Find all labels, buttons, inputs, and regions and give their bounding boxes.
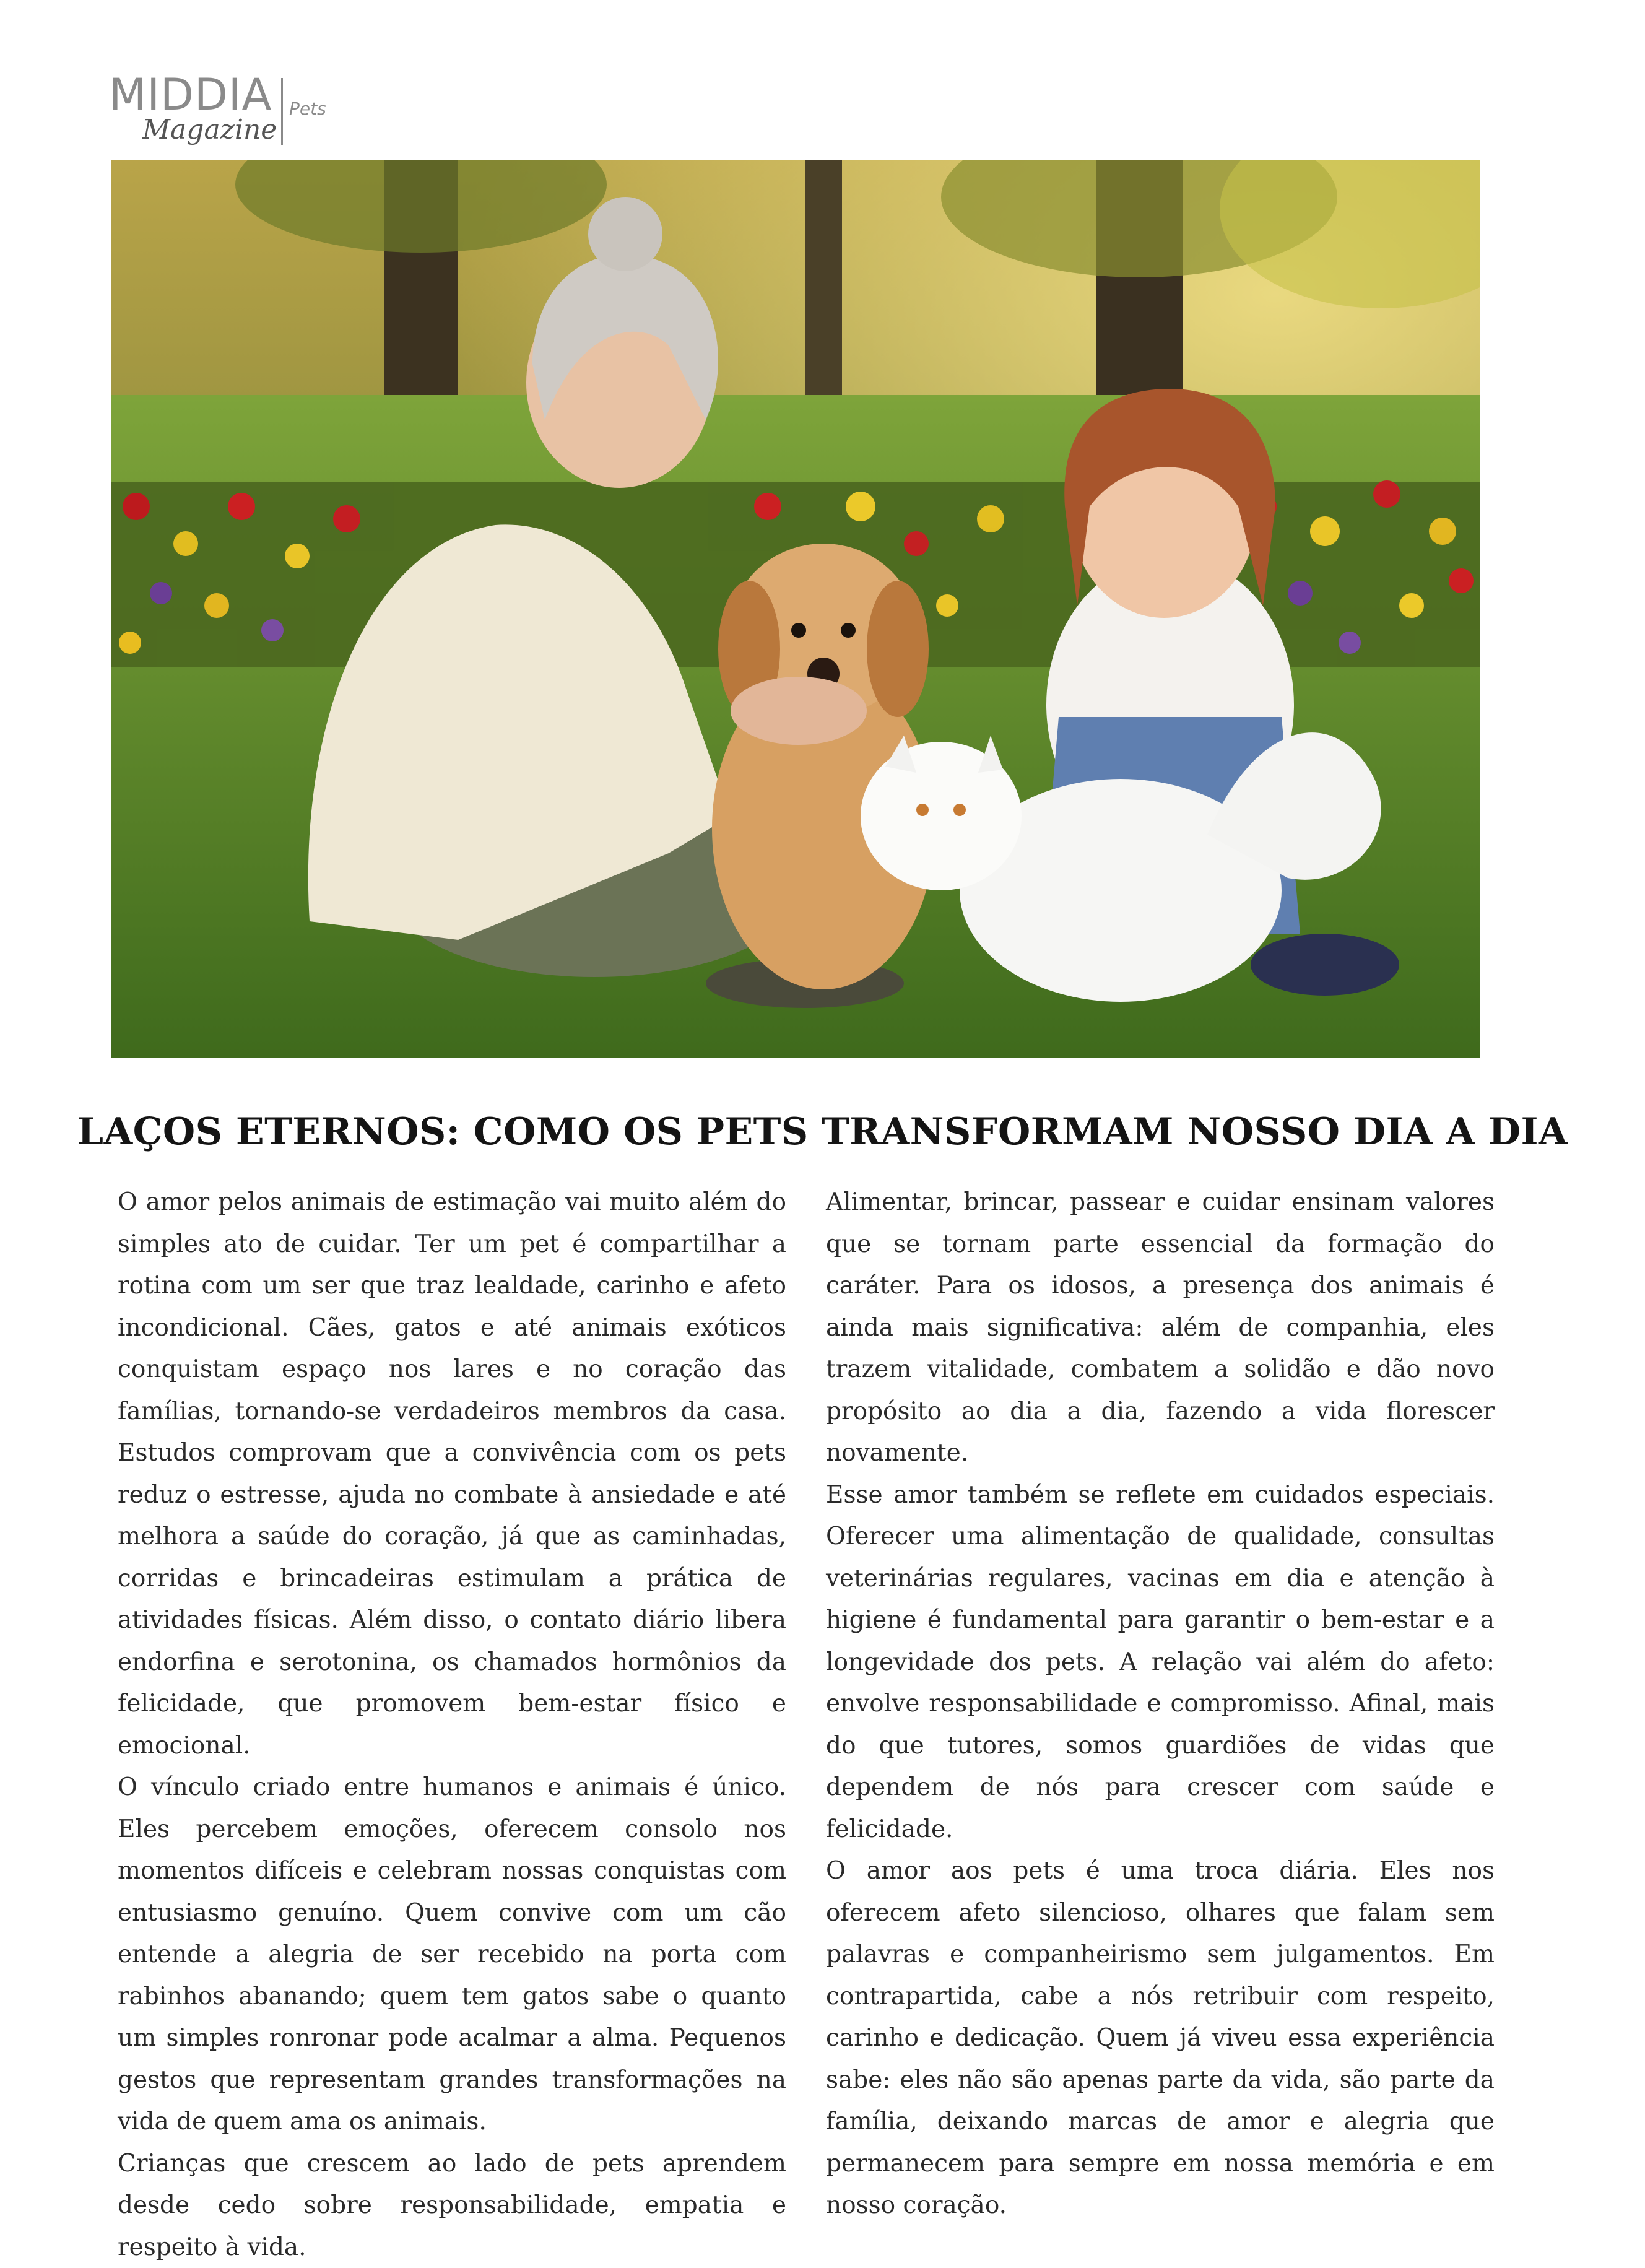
article-photo: [111, 160, 1480, 1058]
paragraph: Esse amor também se reflete em cuidados especiais. Oferecer uma alimentação de qualidade, consultas veterinárias regulares, vacinas em dia e atenção à higiene é fundamental para garantir o bem-estar e a longevidade dos pets. A relação vai além do afeto: envolve responsabilidade e compromisso. Afinal, mais do que tutores, somos guardiões de vidas que dependem de nós para crescer com saúde e felicidade.: [826, 1474, 1495, 1851]
article-column-left: [118, 1181, 786, 2268]
logo-subtitle: Magazine: [142, 116, 277, 144]
paragraph: O amor pelos animais de estimação vai muito além do simples ato de cuidar. Ter um pet é compartilhar a rotina com um ser que traz lealdade, carinho e afeto incondicional. Cães, gatos e até animais exóticos conquistam espaço nos lares e no coração das famílias, tornando-se verdadeiros membros da casa. Estudos comprovam que a convivência com os pets reduz o estresse, ajuda no combate à ansiedade e até melhora a saúde do coração, já que as caminhadas, corridas e brincadeiras estimulam a prática de atividades físicas. Além disso, o contato diário libera endorfina e serotonina, os chamados hormônios da felicidade, que promovem bem-estar físico e emocional.: [118, 1181, 786, 1766]
paragraph: O amor aos pets é uma troca diária. Eles nos oferecem afeto silencioso, olhares que falam sem palavras e companheirismo sem julgamentos. Em contrapartida, cabe a nós retribuir com respeito, carinho e dedicação. Quem já viveu essa experiência sabe: eles não são apenas parte da vida, são parte da família, deixando marcas de amor e alegria que permanecem para sempre em nossa memória e em nosso coração.: [826, 1850, 1495, 2227]
article-title: LAÇOS ETERNOS: COMO OS PETS TRANSFORMAM NOSSO DIA A DIA: [74, 1107, 1571, 1157]
logo-divider: [281, 78, 283, 145]
article-column-right: [826, 1181, 1495, 2227]
paragraph: Crianças que crescem ao lado de pets aprendem desde cedo sobre responsabilidade, empatia e respeito à vida.: [118, 2143, 786, 2268]
paragraph: Alimentar, brincar, passear e cuidar ensinam valores que se tornam parte essencial da formação do caráter. Para os idosos, a presença dos animais é ainda mais significativa: além de companhia, eles trazem vitalidade, combatem a solidão e dão novo propósito ao dia a dia, fazendo a vida florescer novamente.: [826, 1181, 1495, 1474]
paragraph: O vínculo criado entre humanos e animais é único. Eles percebem emoções, oferecem consolo nos momentos difíceis e celebram nossas conquistas com entusiasmo genuíno. Quem convive com um cão entende a alegria de ser recebido na porta com rabinhos abanando; quem tem gatos sabe o quanto um simples ronronar pode acalmar a alma. Pequenos gestos que representam grandes transformações na vida de quem ama os animais.: [118, 1766, 786, 2143]
logo-brand: MIDDIA: [109, 73, 272, 116]
magazine-logo: [109, 73, 332, 147]
section-label: Pets: [289, 100, 326, 118]
